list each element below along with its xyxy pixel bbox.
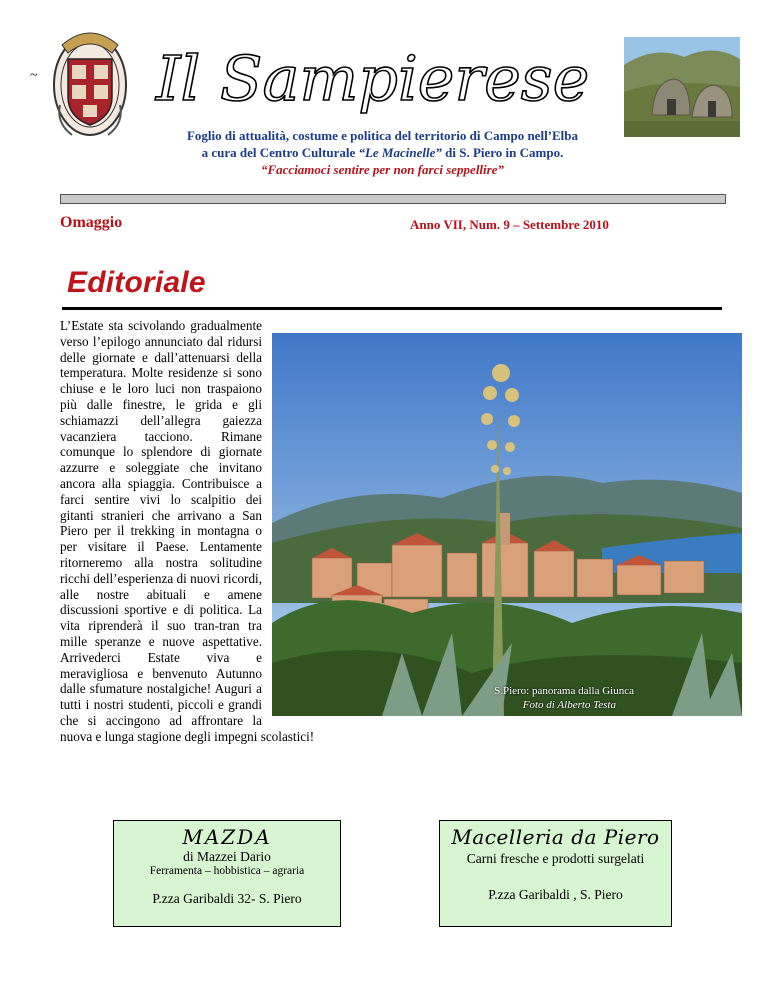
- tagline: [150, 127, 615, 178]
- ad-mazda-owner: di Mazzei Dario: [183, 849, 271, 864]
- header-rule: [60, 194, 726, 204]
- corner-mark: ~: [30, 68, 38, 83]
- editorial-body: L’Estate sta scivolando gradualmente verso l’epilogo annunciato dal ridursi delle giornate e dall’attenuarsi della temperatura. Molte residenze si sono chiuse e le loro luci non traspaiono più dalle finestre, le grida e gli schiamazzi dell’allegra gaiezza vacanziera tacciono. Rimane comunque lo splendore di giornate azzurre e soleggiate che invitano ancora alla spiaggia. Contribuisce a farci sentire vivi lo scalpitio dei gitanti stranieri che arrivano a San Piero per il trekking in montagna o per visitare il Paese. Lentamente ritorneremo alla nostra solitudine ricchi dell’esperienza di nuovi ricordi, alle nostre abituali e amene discussioni sportive e di politica. La vita riprenderà il suo tran-tran tra mille speranze e nuove aspettative. Arrivederci Estate viva e meravigliosa e benvenuto Autunno dalle sfumature nostalgiche! Auguri a tutti i nostri studenti, piccoli e grandi che si accingono ad affrontare la nuova e lunga stagione degli impegni scolastici!: [60, 318, 315, 744]
- masthead-title-text: Il Sampierese: [156, 42, 590, 115]
- issue-number: Anno VII, Num. 9 – Settembre 2010: [410, 217, 609, 232]
- ad-mazda: [113, 820, 341, 927]
- editorial-article: [60, 318, 742, 745]
- editorial-title: Editoriale: [67, 266, 206, 299]
- photo-credit: Foto di Alberto Testa: [522, 699, 616, 711]
- ad-macelleria: [439, 820, 672, 927]
- ad-macelleria-title: Macelleria da Piero: [451, 825, 660, 849]
- omaggio-label: Omaggio: [60, 214, 123, 231]
- editorial-photo: [272, 333, 742, 716]
- ad-mazda-category: Ferramenta – hobbistica – agraria: [149, 865, 305, 877]
- ad-macelleria-products: Carni fresche e prodotti surgelati: [466, 851, 645, 866]
- ad-macelleria-address: P.zza Garibaldi , S. Piero: [488, 887, 623, 902]
- motto: “Facciamoci sentire per non farci seppellire”: [260, 162, 504, 177]
- coat-of-arms-icon: [50, 25, 130, 143]
- photo-caption: S.Piero: panorama dalla Giunca: [494, 685, 634, 697]
- masthead-title: [150, 28, 620, 128]
- village-panorama-photo-icon: [272, 333, 742, 716]
- stone-huts-photo-icon: [624, 37, 740, 137]
- title-rule: [62, 307, 722, 310]
- tagline-line-1: Foglio di attualità, costume e politica del territorio di Campo nell’Elba: [186, 128, 579, 143]
- tagline-line-2: a cura del Centro Culturale “Le Macinelle” di S. Piero in Campo.: [201, 145, 564, 160]
- ad-mazda-address: P.zza Garibaldi 32- S. Piero: [152, 891, 302, 906]
- ad-mazda-title: MAZDA: [182, 825, 272, 849]
